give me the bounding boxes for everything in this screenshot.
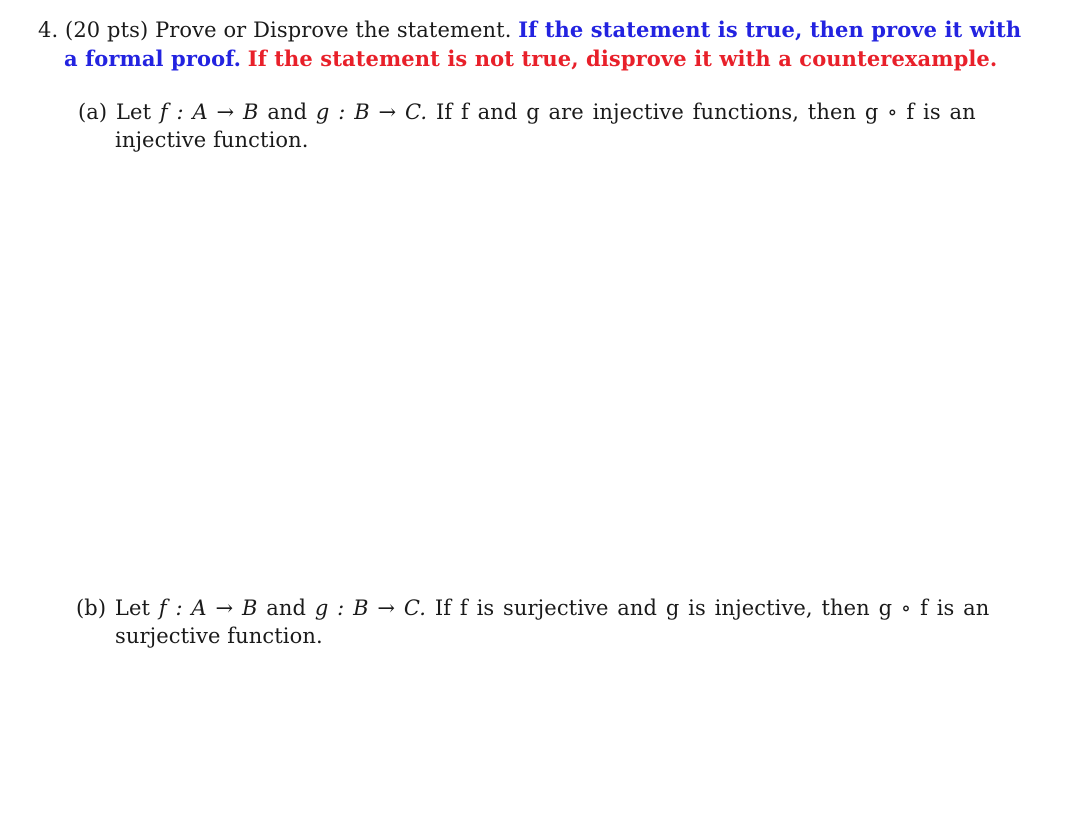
part-a-label: (a) xyxy=(78,100,108,124)
part-b-and: and xyxy=(266,596,307,620)
part-b-let: Let xyxy=(114,596,151,620)
part-b-g-map: g : B → C. xyxy=(314,596,427,620)
question-number: 4. xyxy=(38,18,59,42)
question-intro: Prove or Disprove the statement. xyxy=(155,18,512,42)
part-a-let: Let xyxy=(116,100,152,124)
question-instruction-line xyxy=(64,45,997,73)
part-a-statement-continued: injective function. xyxy=(115,128,309,152)
part-b-answer-space xyxy=(64,656,984,826)
part-b-condition: If f is surjective and g is injective, then g ∘ f is an xyxy=(434,596,990,620)
part-a-f-map: f : A → B xyxy=(159,100,259,124)
part-a-condition: If f and g are injective functions, then g ∘ f is an xyxy=(435,100,976,124)
part-b-f-map: f : A → B xyxy=(158,596,258,620)
instruction-if-true: If the statement is true, then prove it with xyxy=(518,17,1022,42)
instruction-formal-proof: a formal proof. xyxy=(64,46,241,71)
part-b-statement xyxy=(76,594,989,622)
part-a-and: and xyxy=(267,100,308,124)
part-b-statement-continued: surjective function. xyxy=(115,624,323,648)
question-header-line xyxy=(38,16,1021,44)
part-b-label: (b) xyxy=(76,596,107,620)
part-a-answer-space xyxy=(64,160,984,580)
question-points: (20 pts) xyxy=(65,18,149,42)
part-a-statement xyxy=(78,98,976,126)
part-a-g-map: g : B → C. xyxy=(315,100,428,124)
instruction-if-false: If the statement is not true, disprove it with a counterexample. xyxy=(247,46,998,71)
